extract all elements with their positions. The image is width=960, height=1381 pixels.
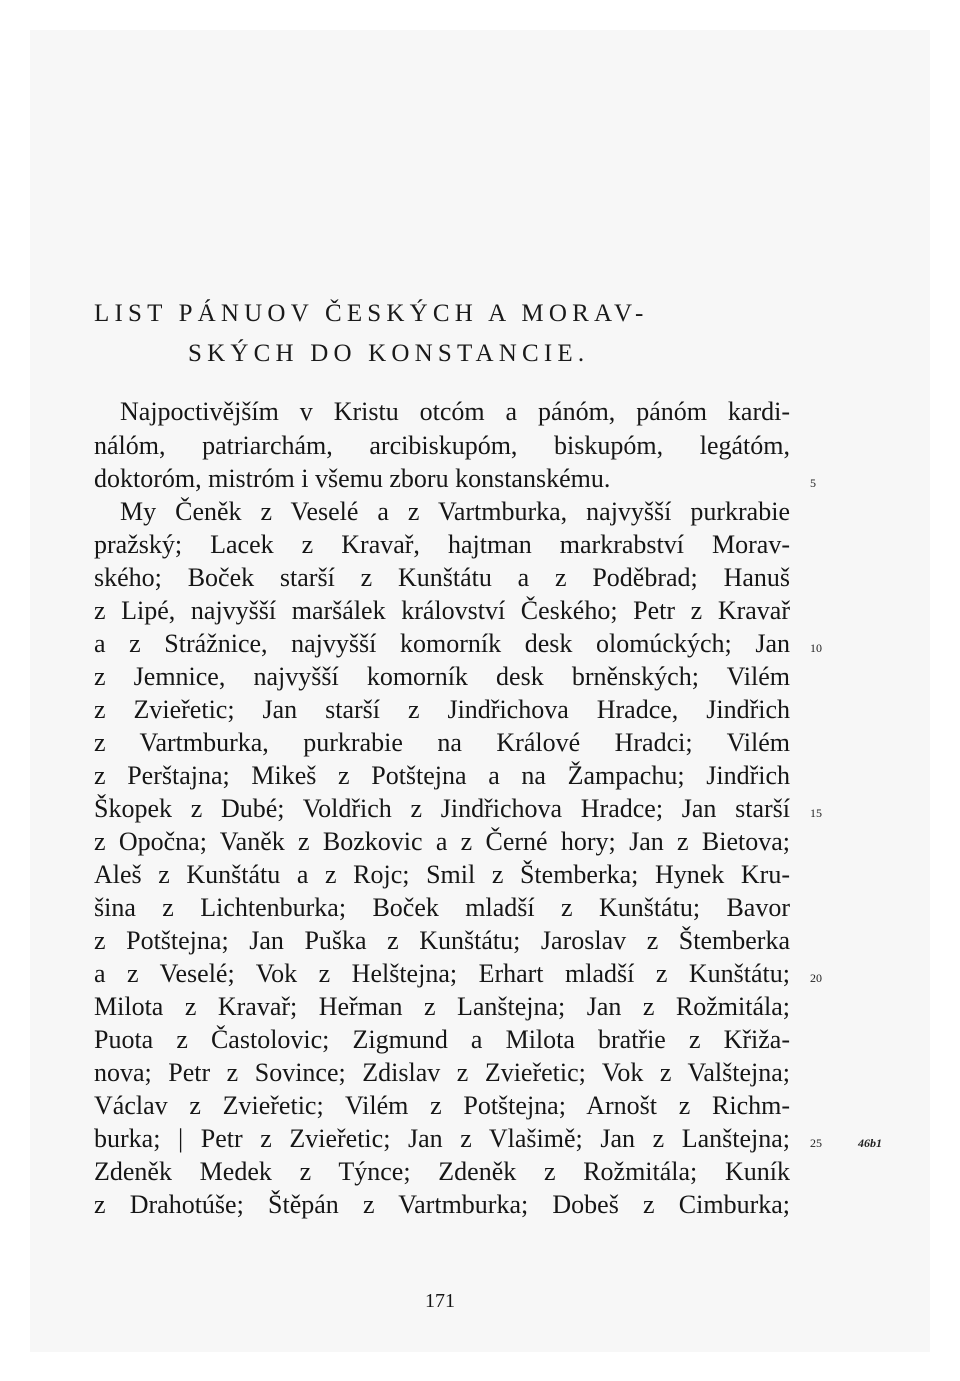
line-number: 5	[810, 476, 816, 490]
line-number: 20	[810, 971, 822, 985]
body-line: Škopek z Dubé; Voldřich z Jindřichova Hradce; Jan starší	[94, 794, 790, 823]
body-line: z Zvieřetic; Jan starší z Jindřichova Hradce, Jindřich	[94, 695, 790, 724]
body-line: z Vartmburka, purkrabie na Králové Hradci; Vilém	[94, 728, 790, 757]
document-title	[94, 294, 649, 374]
title-line-1: LIST PÁNUOV ČESKÝCH A MORAV-	[94, 300, 649, 327]
body-line: Václav z Zvieřetic; Vilém z Potštejna; Arnošt z Richm-	[94, 1091, 790, 1120]
body-line: z Perštajna; Mikeš z Potštejna a na Žampachu; Jindřich	[94, 761, 790, 790]
body-line: šina z Lichtenburka; Boček mladší z Kunštátu; Bavor	[94, 893, 790, 922]
body-line: a z Veselé; Vok z Helštejna; Erhart mladší z Kunštátu;	[94, 959, 790, 988]
line-number: 25	[810, 1136, 822, 1150]
body-line: Zdeněk Medek z Týnce; Zdeněk z Rožmitála; Kuník	[94, 1157, 790, 1186]
title-line-2: SKÝCH DO KONSTANCIE.	[188, 340, 590, 367]
body-line: My Čeněk z Veselé a z Vartmburka, najvyšší purkrabie	[120, 497, 790, 526]
line-number: 10	[810, 641, 822, 655]
body-line: z Potštejna; Jan Puška z Kunštátu; Jaroslav z Štemberka	[94, 926, 790, 955]
body-line: Najpoctivějším v Kristu otcóm a pánóm, pánóm kardi-	[120, 397, 790, 426]
body-line: Aleš z Kunštátu a z Rojc; Smil z Štemberka; Hynek Kru-	[94, 860, 790, 889]
body-line: nálóm, patriarchám, arcibiskupóm, biskupóm, legátóm,	[94, 431, 790, 460]
body-line: burka; | Petr z Zvieřetic; Jan z Vlašimě; Jan z Lanštejna;	[94, 1124, 790, 1153]
body-line: pražský; Lacek z Kravař, hajtman markrabství Morav-	[94, 530, 790, 559]
body-line: doktoróm, mistróm i všemu zboru konstanskému.	[94, 464, 611, 493]
body-line: Milota z Kravař; Heřman z Lanštejna; Jan z Rožmitála;	[94, 992, 790, 1021]
body-line: nova; Petr z Sovince; Zdislav z Zvieřetic; Vok z Valštejna;	[94, 1058, 790, 1087]
page-number: 171	[425, 1290, 455, 1312]
body-line: z Jemnice, najvyšší komorník desk brněnských; Vilém	[94, 662, 790, 691]
body-line: z Opočna; Vaněk z Bozkovic a z Černé hory; Jan z Bietova;	[94, 827, 790, 856]
line-number: 15	[810, 806, 822, 820]
body-line: ského; Boček starší z Kunštátu a z Poděbrad; Hanuš	[94, 563, 790, 592]
body-line: z Drahotúše; Štěpán z Vartmburka; Dobeš z Cimburka;	[94, 1190, 790, 1219]
body-line: a z Strážnice, najvyšší komorník desk olomúckých; Jan	[94, 629, 790, 658]
margin-folio-note: 46b1	[858, 1136, 882, 1150]
body-line: Puota z Častolovic; Zigmund a Milota bratřie z Křiža-	[94, 1025, 790, 1054]
body-line: z Lipé, najvyšší maršálek království Českého; Petr z Kravař	[94, 596, 790, 625]
